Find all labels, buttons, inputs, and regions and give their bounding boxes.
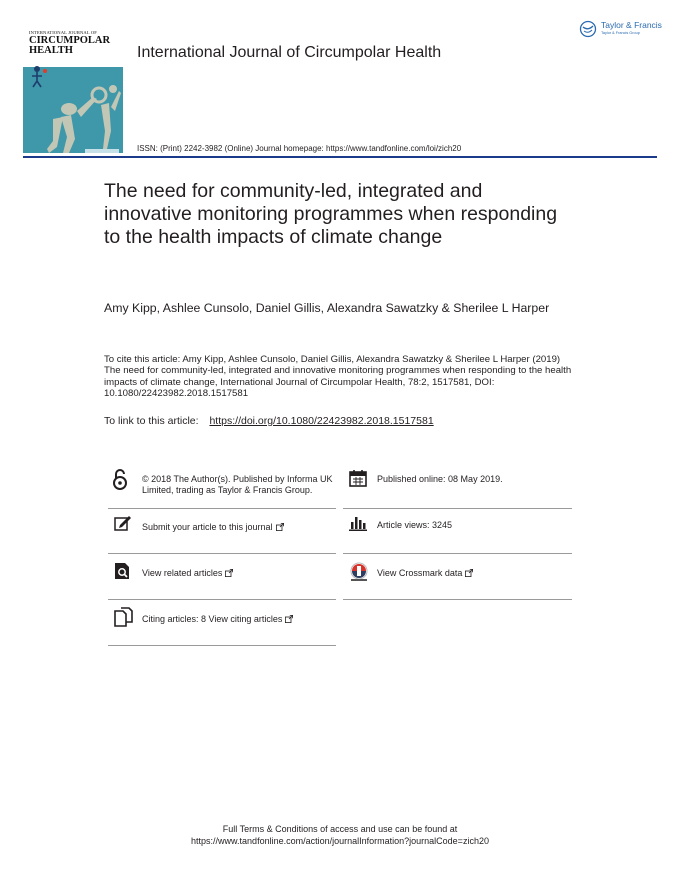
issn-homepage-line[interactable]: ISSN: (Print) 2242-3982 (Online) Journal homepage: https://www.tandfonline.com/loi/zich20 (137, 144, 462, 153)
link-label: To link to this article: (104, 415, 199, 427)
calendar-icon (349, 469, 367, 487)
bar-chart-icon (349, 515, 367, 531)
published-date: Published online: 08 May 2019. (377, 474, 503, 484)
footer-terms-link[interactable]: https://www.tandfonline.com/action/journalInformation?journalCode=zich20 (191, 835, 489, 846)
open-access-item (108, 466, 336, 508)
cover-title-line1: CIRCUMPOLAR (29, 35, 111, 46)
published-online-item (343, 466, 572, 508)
citation-block (104, 354, 576, 399)
publisher-logo-icon (579, 20, 597, 38)
divider (343, 508, 572, 509)
article-title: The need for community-led, integrated and innovative monitoring programmes when responding to the health impacts of climate change (104, 180, 558, 248)
divider (108, 508, 336, 509)
article-views-item (343, 512, 572, 552)
cover-title-line2: HEALTH (29, 45, 73, 56)
publisher-logo[interactable] (579, 20, 663, 40)
crossmark-icon (349, 562, 369, 582)
related-articles-item[interactable] (108, 558, 336, 598)
open-access-lock-icon (112, 468, 128, 490)
journal-title[interactable]: International Journal of Circumpolar Health (137, 44, 442, 61)
external-link-icon (465, 569, 473, 577)
citing-articles-label: Citing articles: 8 View citing articles (142, 614, 283, 624)
submit-article-label: Submit your article to this journal (142, 522, 273, 532)
crossmark-link[interactable] (377, 568, 567, 579)
publisher-name: Taylor & Francis (601, 20, 662, 30)
divider (343, 553, 572, 554)
crossmark-item[interactable] (343, 558, 572, 598)
divider (108, 599, 336, 600)
article-views-count: Article views: 3245 (377, 520, 453, 530)
footer-line1: Full Terms & Conditions of access and use can be found at (222, 824, 458, 834)
related-articles-label: View related articles (142, 568, 223, 578)
citing-articles-item[interactable] (108, 604, 336, 644)
copy-document-icon (114, 607, 134, 627)
external-link-icon (276, 523, 284, 531)
submit-article-link[interactable] (142, 522, 336, 533)
citing-articles-link[interactable] (142, 614, 336, 625)
article-authors: Amy Kipp, Ashlee Cunsolo, Daniel Gillis, Alexandra Sawatzky & Sherilee L Harper (104, 301, 550, 315)
publisher-tagline: Taylor & Francis Group (601, 31, 640, 35)
article-link-line (104, 415, 434, 427)
crossmark-label: View Crossmark data (377, 568, 463, 578)
related-articles-link[interactable] (142, 568, 336, 579)
external-link-icon (225, 569, 233, 577)
external-link-icon (285, 615, 293, 623)
footer-terms (0, 824, 680, 847)
journal-cover-image (23, 19, 123, 153)
submit-article-item[interactable] (108, 512, 336, 552)
search-document-icon (114, 562, 132, 580)
license-text: © 2018 The Author(s). Published by Informa UK Limited, trading as Taylor & Francis Group. (142, 474, 333, 495)
edit-icon (114, 515, 132, 531)
citation-label: To cite this article: (104, 354, 181, 365)
divider (108, 553, 336, 554)
header-divider (23, 156, 657, 158)
doi-link[interactable]: https://doi.org/10.1080/22423982.2018.1517581 (209, 415, 434, 427)
cover-small-title: INTERNATIONAL JOURNAL OF (29, 30, 97, 35)
citation-text: Amy Kipp, Ashlee Cunsolo, Daniel Gillis, Alexandra Sawatzky & Sherilee L Harper (2019) The need for community-led, integrated and innovative monitoring programmes when responding to the health impacts of climate change, International Journal of Circumpolar Health, 78:2, 1517581, DOI: 10.1080/22423982.2018.1517581 (104, 354, 572, 399)
divider (343, 599, 572, 600)
cover-artwork (23, 19, 123, 153)
divider (108, 645, 336, 646)
